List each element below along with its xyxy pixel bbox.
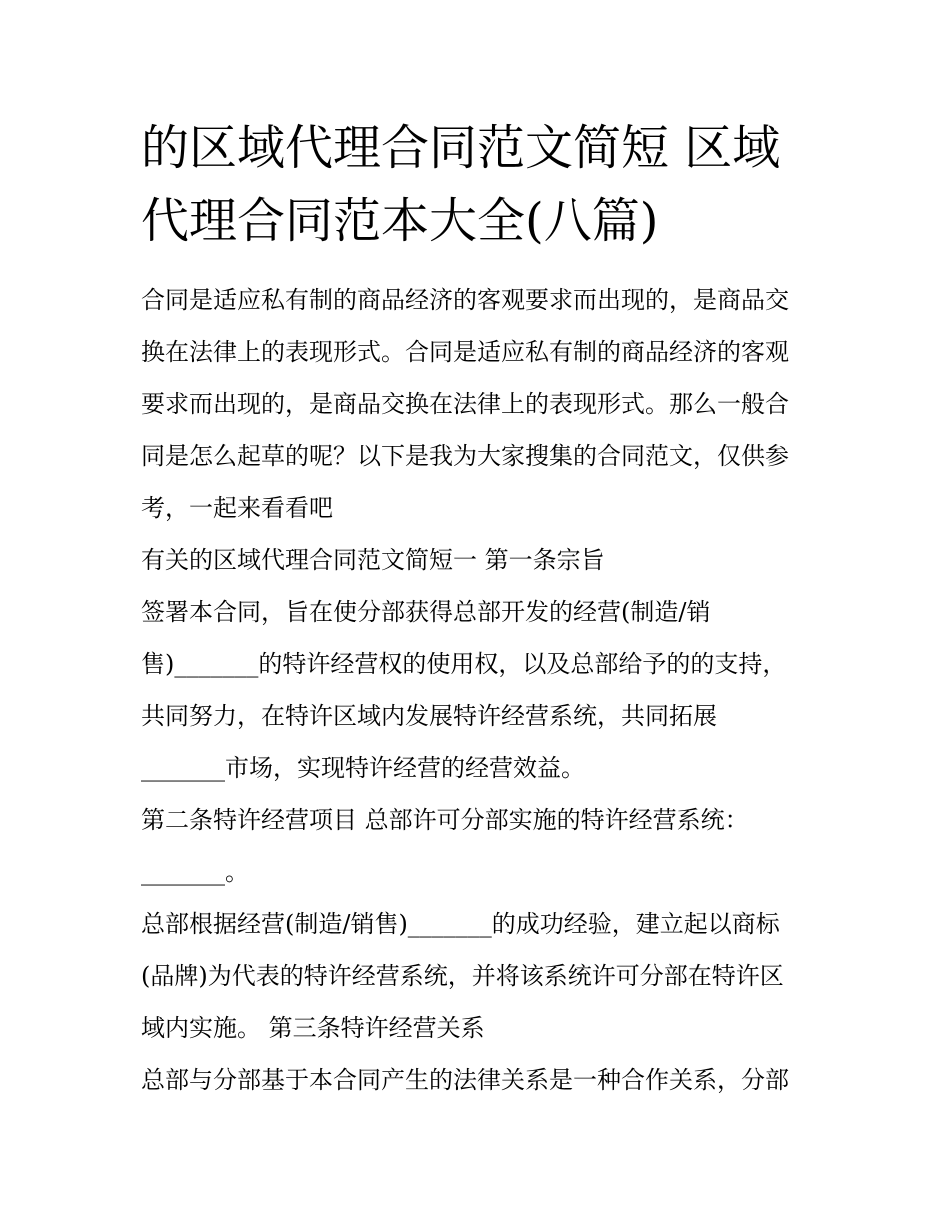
body-line: 售)_______的特许经营权的使用权，以及总部给予的的支持， <box>141 650 787 678</box>
body-line: 第二条特许经营项目 总部许可分部实施的特许经营系统： <box>141 806 749 834</box>
body-line: 要求而出现的，是商品交换在法律上的表现形式。那么一般合 <box>141 390 789 418</box>
title-line: 的区域代理合同范文简短 区域 <box>141 120 781 176</box>
body-line: 共同努力，在特许区域内发展特许经营系统，共同拓展 <box>141 702 717 730</box>
document-page <box>141 112 813 1106</box>
document-title <box>141 112 813 258</box>
body-line: 考，一起来看看吧 <box>141 494 333 522</box>
body-line: 签署本合同，旨在使分部获得总部开发的经营(制造/销 <box>141 598 711 626</box>
title-line: 代理合同范本大全(八篇) <box>141 193 659 249</box>
body-line: 合同是适应私有制的商品经济的客观要求而出现的，是商品交 <box>141 286 789 314</box>
body-line: 总部与分部基于本合同产生的法律关系是一种合作关系，分部 <box>141 1066 789 1094</box>
body-line: _______市场，实现特许经营的经营效益。 <box>141 754 585 782</box>
section-heading: 有关的区域代理合同范文简短一 第一条宗旨 <box>141 546 605 574</box>
body-line: 域内实施。 第三条特许经营关系 <box>141 1014 485 1042</box>
document-body <box>141 274 813 1106</box>
body-line: _______。 <box>141 858 249 886</box>
body-line: (品牌)为代表的特许经营系统，并将该系统许可分部在特许区 <box>141 962 784 990</box>
body-line: 总部根据经营(制造/销售)_______的成功经验，建立起以商标 <box>141 910 780 938</box>
body-line: 换在法律上的表现形式。合同是适应私有制的商品经济的客观 <box>141 338 789 366</box>
body-line: 同是怎么起草的呢？以下是我为大家搜集的合同范文，仅供参 <box>141 442 789 470</box>
